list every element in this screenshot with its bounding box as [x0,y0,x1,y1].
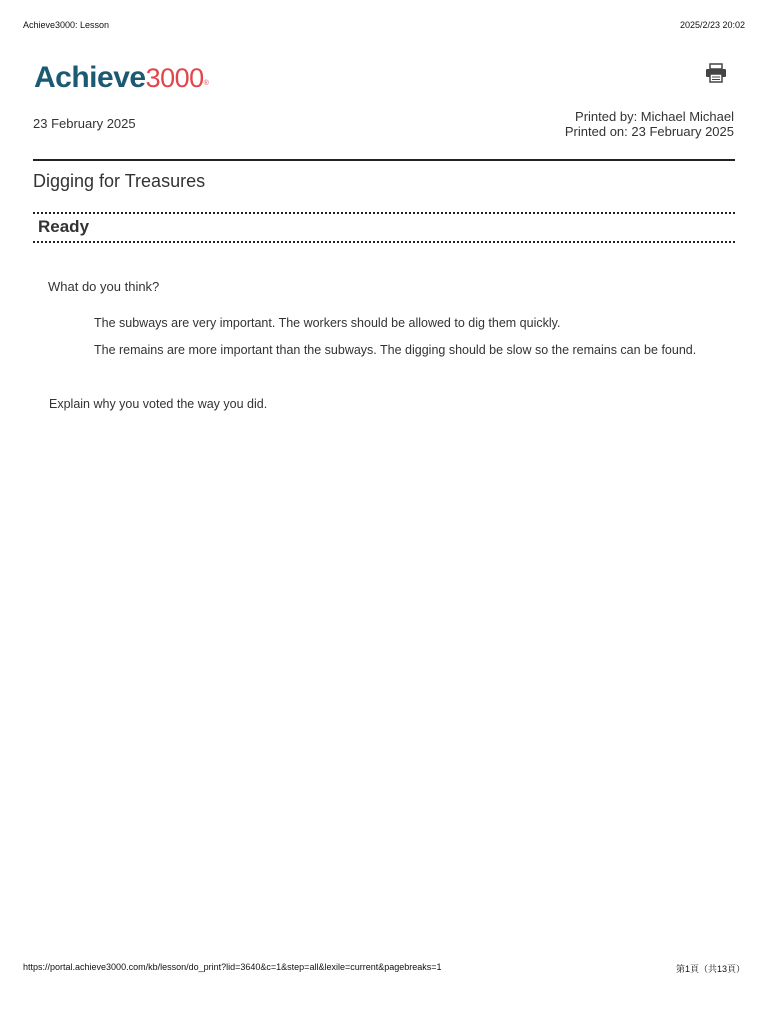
print-page-info: 第1頁（共13頁） [675,964,745,974]
printed-info [565,109,734,139]
print-datetime: 2025/2/23 20:02 [679,20,745,30]
print-page-title: Achieve3000: Lesson [23,20,110,30]
achieve3000-logo: Achieve3000® [34,61,209,94]
poll-question: What do you think? [48,279,160,294]
poll-option: The remains are more important than the subways. The digging should be slow so the remains can be found. [94,343,697,357]
print-url: https://portal.achieve3000.com/kb/lesson/do_print?lid=3640&c=1&step=all&lexile=current&pagebreaks=1 [23,962,442,972]
printer-icon[interactable] [704,63,728,83]
lesson-title: Digging for Treasures [33,171,206,191]
lesson-date: 23 February 2025 [33,116,136,131]
browser-print-header [23,20,745,30]
printed-on: Printed on: 23 February 2025 [564,124,734,139]
explain-prompt: Explain why you voted the way you did. [49,397,268,411]
printed-by: Printed by: Michael Michael [575,109,734,124]
section-title: Ready [38,217,90,236]
header-divider [33,159,735,161]
poll-option: The subways are very important. The workers should be allowed to dig them quickly. [94,316,561,330]
section-band [33,212,735,243]
browser-print-footer [23,962,745,975]
